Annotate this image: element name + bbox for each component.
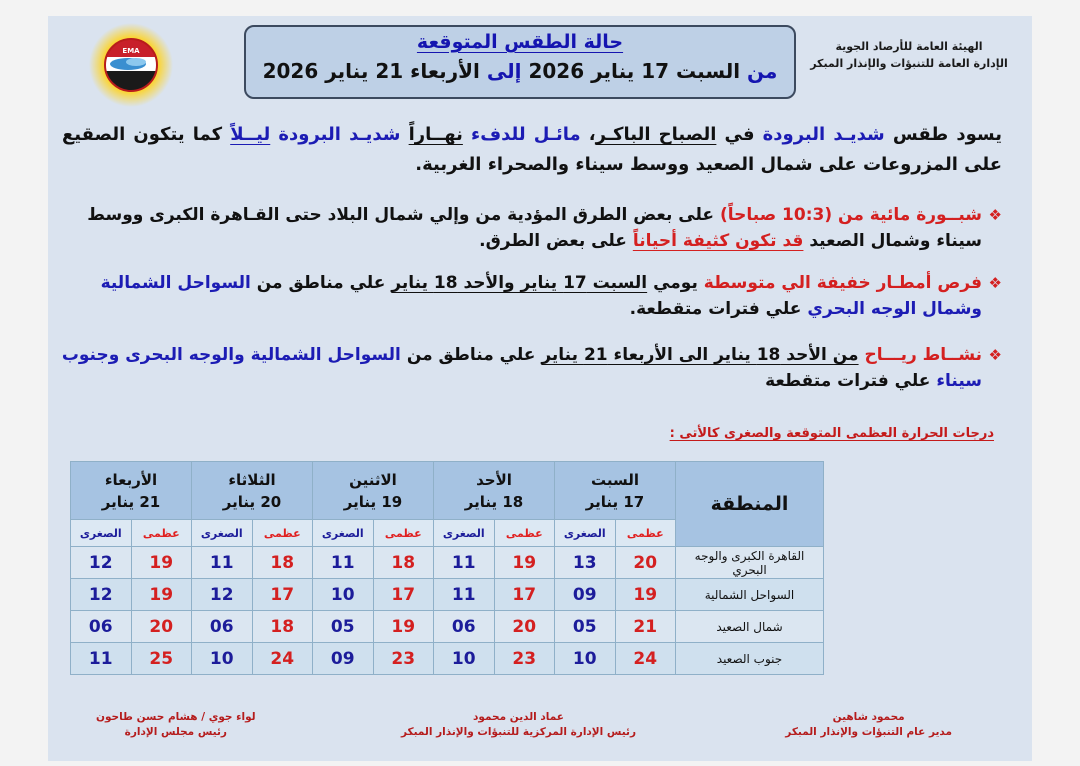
signature-block — [401, 710, 636, 740]
region-cell: السواحل الشمالية — [676, 579, 824, 611]
bullet-wind — [52, 342, 1002, 394]
bullet-title: شبــورة مائية من (10:3 صباحاً) — [719, 205, 982, 225]
max-temp-cell: 20 — [494, 611, 555, 643]
day-header — [555, 462, 676, 520]
intro-text: ، — [588, 124, 596, 145]
title-box — [244, 25, 796, 99]
day-date: 17 يناير — [585, 492, 645, 511]
day-date: 19 يناير — [343, 492, 403, 511]
date-range — [246, 59, 794, 83]
temperature-caption: درجات الحرارة العظمى المتوقعة والصغرى كالأتى : — [669, 426, 994, 441]
min-temp-cell: 13 — [555, 547, 616, 579]
day-header — [434, 462, 555, 520]
ema-logo-icon — [86, 22, 176, 108]
min-temp-cell: 12 — [192, 579, 253, 611]
bullet-title: فرص أمطـار خفيفة الي متوسطة — [703, 273, 982, 293]
max-temp-cell: 19 — [131, 547, 192, 579]
max-temp-cell: 19 — [494, 547, 555, 579]
min-temp-cell: 12 — [71, 579, 132, 611]
max-temp-cell: 23 — [373, 643, 434, 675]
table-row — [71, 643, 824, 675]
max-temp-cell: 18 — [373, 547, 434, 579]
min-temp-cell: 11 — [71, 643, 132, 675]
intro-text: كما يتكون الصقيع على المزروعات على شمال الصعيد ووسط سيناء والصحراء الغربية. — [62, 124, 1002, 175]
max-label: عظمى — [131, 520, 192, 547]
signatory-title: مدير عام التنبؤات والإنذار المبكر — [785, 726, 952, 738]
max-temp-cell: 21 — [615, 611, 676, 643]
bullet-rain — [52, 270, 1002, 322]
max-temp-cell: 24 — [615, 643, 676, 675]
max-temp-cell: 17 — [373, 579, 434, 611]
bullet-places: السواحل الشمالية والوجه البحرى وجنوب سيناء — [61, 345, 982, 391]
intro-highlight: شديـد البرودة — [278, 124, 401, 145]
min-temp-cell: 09 — [313, 643, 374, 675]
day-date: 20 يناير — [222, 492, 282, 511]
day-name: الأربعاء — [104, 470, 158, 489]
intro-text: يسود طقس — [892, 124, 1002, 145]
bullet-text: علي مناطق من — [256, 273, 386, 293]
signature-block — [96, 710, 256, 740]
bullet-places: السواحل الشمالية وشمال الوجه البحري — [100, 273, 982, 319]
page-title: حالة الطقس المتوقعة — [416, 31, 624, 53]
table-row — [71, 547, 824, 579]
min-temp-cell: 11 — [434, 547, 495, 579]
signature-block — [785, 710, 952, 740]
bullet-marker-icon: ❖ — [988, 346, 1002, 364]
max-temp-cell: 19 — [615, 579, 676, 611]
signatory-title: رئيس الإدارة المركزية للتنبؤات والإنذار المبكر — [400, 726, 636, 738]
bullet-marker-icon: ❖ — [988, 274, 1002, 292]
min-temp-cell: 10 — [434, 643, 495, 675]
range-to: الأربعاء 21 يناير 2026 — [262, 59, 480, 83]
max-temp-cell: 23 — [494, 643, 555, 675]
max-label: عظمى — [373, 520, 434, 547]
signatory-name: لواء جوي / هشام حسن طاحون — [96, 711, 256, 723]
region-cell: القاهرة الكبرى والوجه البحري — [676, 547, 824, 579]
min-temp-cell: 06 — [192, 611, 253, 643]
day-name: الاثنين — [349, 470, 397, 489]
min-temp-cell: 10 — [555, 643, 616, 675]
min-temp-cell: 11 — [313, 547, 374, 579]
region-cell: جنوب الصعيد — [676, 643, 824, 675]
bullet-text: على بعض الطرق المؤدية من وإلي شمال البلاد حتى القـاهرة الكبرى ووسط سيناء وشمال الصعيد — [87, 205, 982, 251]
bullet-text: علي فترات متقطعة. — [629, 299, 802, 319]
bullet-text: علي مناطق من — [406, 345, 536, 365]
bullet-text: علي فترات متقطعة — [765, 371, 931, 391]
max-label: عظمى — [615, 520, 676, 547]
bullet-fog — [52, 202, 1002, 254]
bullet-marker-icon: ❖ — [988, 206, 1002, 224]
intro-underlined: الصباح الباكـر — [595, 124, 717, 145]
signatory-name: محمود شاهين — [832, 711, 905, 723]
min-temp-cell: 05 — [313, 611, 374, 643]
temperature-table — [70, 461, 824, 675]
min-label: الصغرى — [555, 520, 616, 547]
table-row — [71, 579, 824, 611]
max-temp-cell: 24 — [252, 643, 313, 675]
min-temp-cell: 11 — [434, 579, 495, 611]
min-temp-cell: 12 — [71, 547, 132, 579]
min-temp-cell: 10 — [313, 579, 374, 611]
min-label: الصغرى — [434, 520, 495, 547]
max-temp-cell: 17 — [494, 579, 555, 611]
day-date: 21 يناير — [101, 492, 161, 511]
max-temp-cell: 17 — [252, 579, 313, 611]
day-header — [192, 462, 313, 520]
table-row — [71, 611, 824, 643]
min-temp-cell: 05 — [555, 611, 616, 643]
max-label: عظمى — [494, 520, 555, 547]
max-temp-cell: 20 — [615, 547, 676, 579]
min-temp-cell: 06 — [434, 611, 495, 643]
day-date: 18 يناير — [464, 492, 524, 511]
max-temp-cell: 25 — [131, 643, 192, 675]
max-temp-cell: 19 — [131, 579, 192, 611]
min-label: الصغرى — [71, 520, 132, 547]
intro-paragraph — [62, 120, 1002, 180]
intro-highlight: مائـل للدفء — [471, 124, 581, 145]
max-temp-cell: 19 — [373, 611, 434, 643]
min-temp-cell: 06 — [71, 611, 132, 643]
org-name: الهيئة العامة للأرصاد الجوية — [835, 40, 983, 53]
bullet-dates: السبت 17 يناير والأحد 18 يناير — [391, 273, 648, 293]
table-body — [71, 547, 824, 675]
day-name: الأحد — [476, 470, 512, 489]
bullet-text: على بعض الطرق. — [479, 231, 627, 251]
bullet-dates: من الأحد 18 يناير الى الأربعاء 21 يناير — [541, 345, 859, 365]
max-label: عظمى — [252, 520, 313, 547]
intro-underlined: ليــلاً — [230, 124, 271, 145]
min-temp-cell: 11 — [192, 547, 253, 579]
min-temp-cell: 10 — [192, 643, 253, 675]
day-name: السبت — [590, 470, 640, 489]
bullet-title: نشــاط ريـــاح — [864, 345, 982, 365]
organization-header — [804, 38, 1014, 72]
day-name: الثلاثاء — [228, 470, 276, 489]
signatory-title: رئيس مجلس الإدارة — [124, 726, 227, 738]
bullet-text: يومي — [653, 273, 698, 293]
table-header-days — [71, 462, 824, 520]
bulletin-page — [48, 16, 1032, 761]
bullet-highlight: قد تكون كثيفة أحياناً — [632, 231, 804, 251]
min-label: الصغرى — [313, 520, 374, 547]
intro-highlight: شديـد البرودة — [762, 124, 885, 145]
day-header — [313, 462, 434, 520]
min-label: الصغرى — [192, 520, 253, 547]
max-temp-cell: 20 — [131, 611, 192, 643]
range-from-keyword: من — [747, 59, 778, 83]
intro-text: في — [724, 124, 755, 145]
day-header — [71, 462, 192, 520]
intro-underlined: نهــاراً — [408, 124, 463, 145]
signatory-name: عماد الدين محمود — [473, 711, 564, 723]
region-header: المنطقة — [676, 462, 824, 547]
region-cell: شمال الصعيد — [676, 611, 824, 643]
logo-text: EMA — [122, 47, 140, 55]
max-temp-cell: 18 — [252, 611, 313, 643]
org-department: الإدارة العامة للتنبؤات والإنذار المبكر — [810, 57, 1008, 70]
min-temp-cell: 09 — [555, 579, 616, 611]
range-to-keyword: إلى — [486, 59, 522, 83]
max-temp-cell: 18 — [252, 547, 313, 579]
range-from: السبت 17 يناير 2026 — [528, 59, 741, 83]
